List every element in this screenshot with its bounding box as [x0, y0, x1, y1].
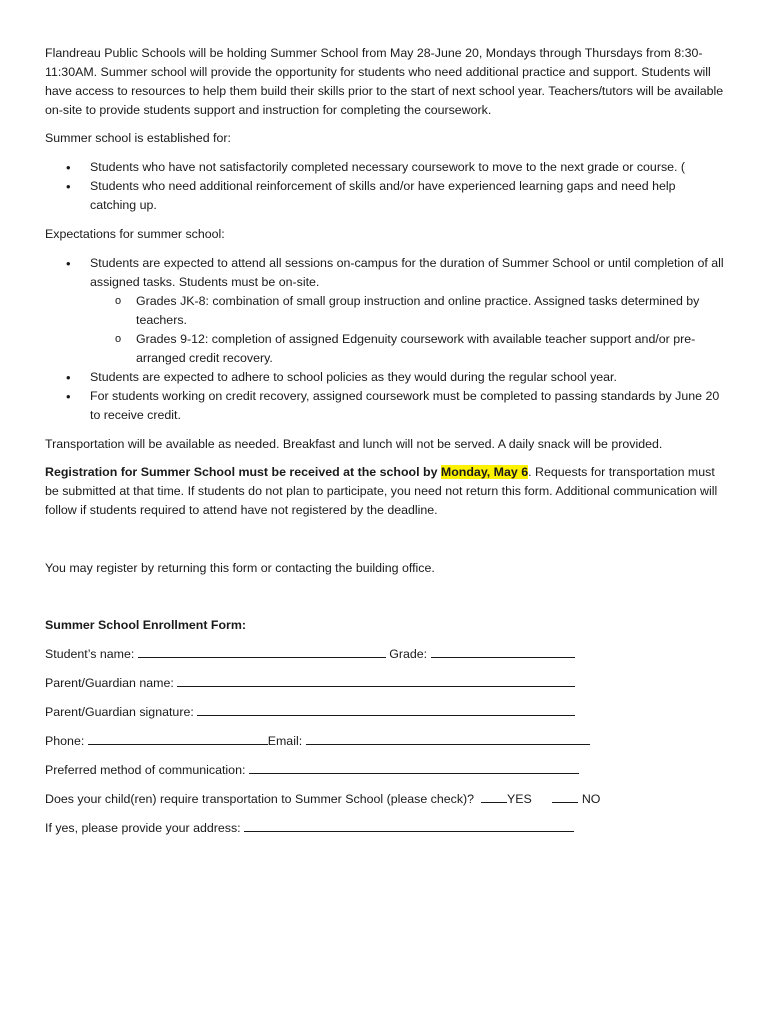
list-item: • For students working on credit recovery, assigned coursework must be completed to passing standards by June 20 to receive credit.	[45, 387, 725, 425]
expectations-list	[45, 254, 725, 425]
list-item: • Students who have not satisfactorily completed necessary coursework to move to the next grade or course. (	[45, 158, 725, 177]
phone-label: Phone:	[45, 734, 88, 748]
address-label: If yes, please provide your address:	[45, 821, 245, 835]
parent-name-row	[45, 674, 725, 693]
communication-row	[45, 761, 725, 780]
transportation-note: Transportation will be available as needed. Breakfast and lunch will not be served. A daily snack will be provided.	[45, 437, 663, 451]
registration-notice	[45, 463, 725, 520]
transport-question: Does your child(ren) require transportation to Summer School (please check)?	[45, 792, 481, 806]
student-name-field[interactable]	[138, 645, 386, 658]
parent-name-field[interactable]	[177, 674, 575, 687]
contact-row	[45, 732, 725, 751]
established-heading: Summer school is established for:	[45, 131, 231, 145]
transport-yes-label: YES	[506, 792, 532, 806]
registration-lead: Registration for Summer School must be received at the school by	[45, 465, 441, 479]
sub-list-item: o Grades 9-12: completion of assigned Edgenuity coursework with available teacher support and/or pre-arranged credit recovery.	[90, 330, 725, 368]
intro-paragraph: Flandreau Public Schools will be holding Summer School from May 28-June 20, Mondays through Thursdays from 8:30-11:30AM. Summer school will provide the opportunity for students who need additional practice and support. Students will have access to resources to help them build their skills prior to the start of next school year. Teachers/tutors will be available on-site to provide students support and instruction for completing the coursework.	[45, 46, 724, 117]
register-instructions: You may register by returning this form or contacting the building office.	[45, 561, 435, 575]
phone-field[interactable]	[88, 732, 268, 745]
list-item	[45, 254, 725, 368]
student-name-row	[45, 645, 725, 664]
list-item-text: Students are expected to attend all sessions on-campus for the duration of Summer School or until completion of all assigned tasks. Students must be on-site.	[90, 256, 724, 289]
address-field[interactable]	[244, 819, 574, 832]
communication-field[interactable]	[249, 761, 579, 774]
transport-yes-checkbox[interactable]	[481, 790, 507, 803]
document-page	[45, 44, 725, 848]
established-list	[45, 158, 725, 215]
email-label: Email:	[267, 734, 306, 748]
transport-no-label: NO	[578, 792, 601, 806]
registration-details: . Requests for transportation must be submitted at that time. If students do not plan to participate, you need not return this form. Additional communication will follow if students required to attend have not registered by the deadline.	[45, 465, 718, 517]
sub-list	[90, 292, 725, 368]
address-row	[45, 819, 725, 838]
transport-row	[45, 790, 725, 809]
parent-signature-label: Parent/Guardian signature:	[45, 705, 198, 719]
sub-list-item: o Grades JK-8: combination of small group instruction and online practice. Assigned tasks determined by teachers.	[90, 292, 725, 330]
form-title: Summer School Enrollment Form:	[45, 618, 247, 632]
parent-signature-row	[45, 703, 725, 722]
grade-label: Grade:	[385, 647, 431, 661]
communication-label: Preferred method of communication:	[45, 763, 249, 777]
registration-deadline: Monday, May 6	[440, 465, 529, 479]
email-field[interactable]	[306, 732, 590, 745]
transport-no-checkbox[interactable]	[552, 790, 578, 803]
parent-name-label: Parent/Guardian name:	[45, 676, 178, 690]
student-name-label: Student’s name:	[45, 647, 138, 661]
parent-signature-field[interactable]	[197, 703, 575, 716]
list-item: • Students are expected to adhere to school policies as they would during the regular school year.	[45, 368, 725, 387]
grade-field[interactable]	[431, 645, 575, 658]
expectations-heading: Expectations for summer school:	[45, 227, 225, 241]
list-item: • Students who need additional reinforcement of skills and/or have experienced learning gaps and need help catching up.	[45, 177, 725, 215]
